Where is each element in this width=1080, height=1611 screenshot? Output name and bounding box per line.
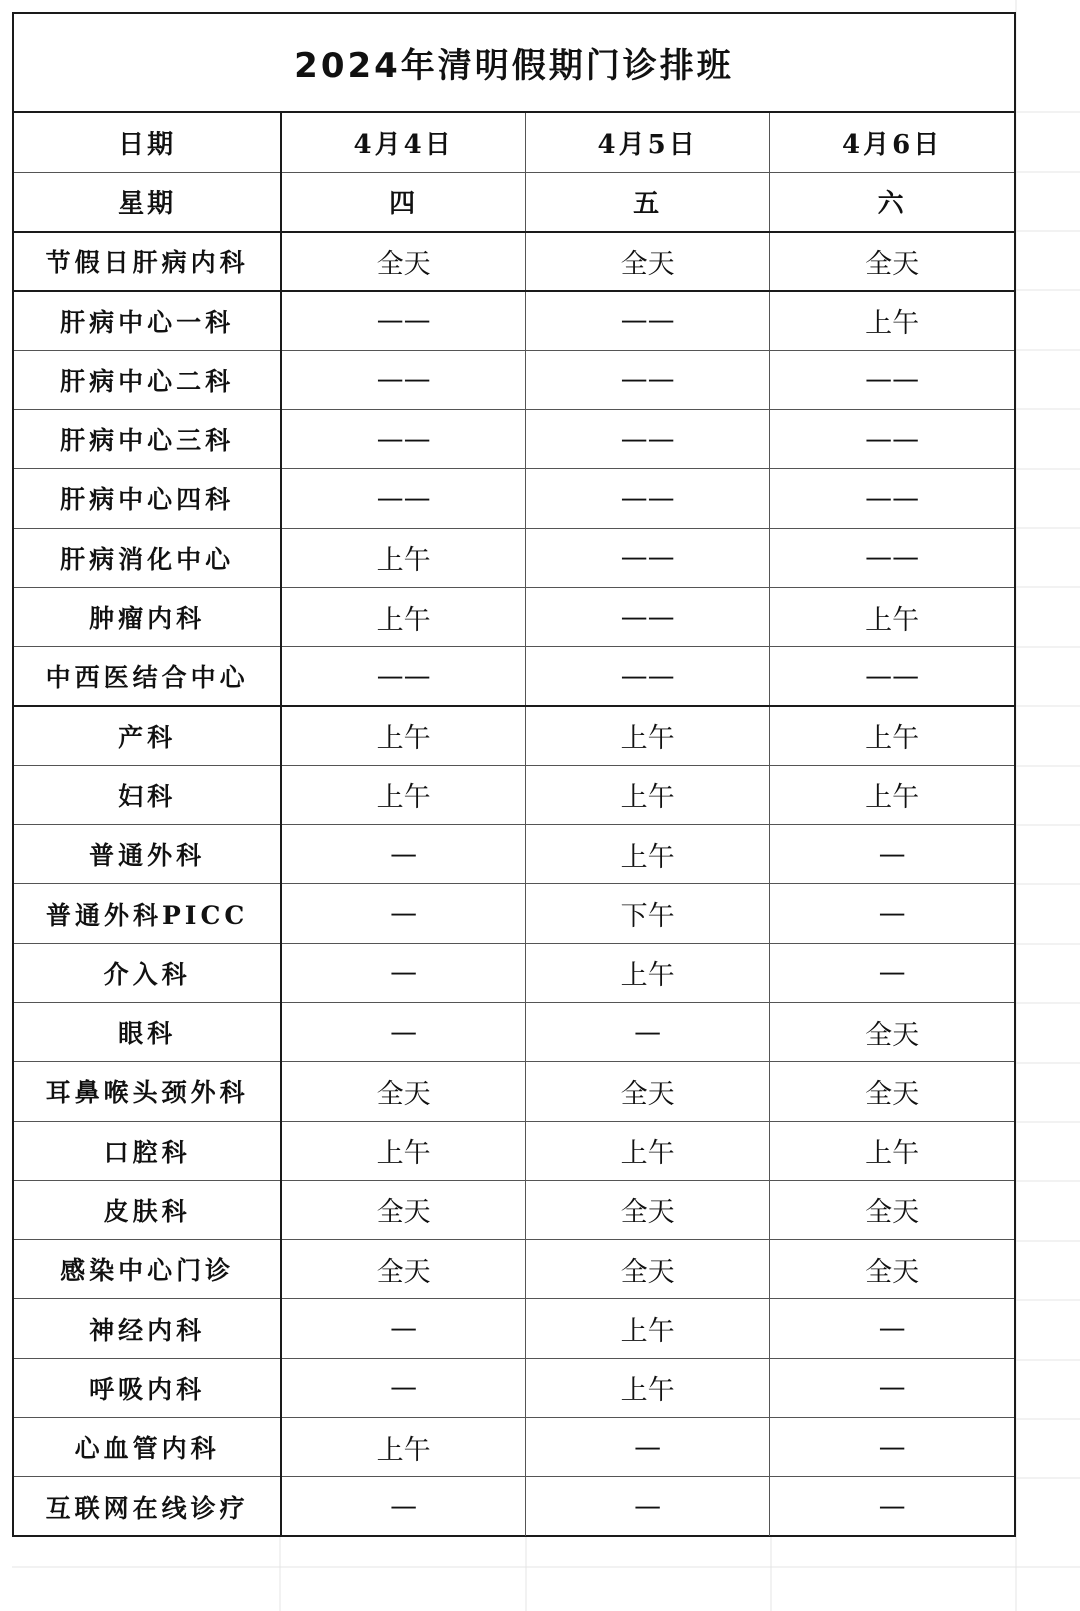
- schedule-cell: 上午: [281, 587, 525, 646]
- schedule-cell: ——: [770, 469, 1014, 528]
- table-row: [14, 1358, 1014, 1417]
- schedule-cell: 上午: [526, 943, 770, 1002]
- schedule-cell: 全天: [770, 1180, 1014, 1239]
- schedule-cell: 全天: [770, 1240, 1014, 1299]
- schedule-cell: 上午: [526, 706, 770, 765]
- schedule-cell: 全天: [526, 1180, 770, 1239]
- page-title: 2024年清明假期门诊排班: [14, 14, 1014, 113]
- department-name: 感染中心门诊: [14, 1240, 281, 1299]
- schedule-cell: 全天: [770, 1002, 1014, 1061]
- weekday-label: 星期: [14, 172, 281, 231]
- table-row: [14, 1062, 1014, 1121]
- table-row: [14, 1121, 1014, 1180]
- date-cell: 4月4日: [281, 113, 525, 172]
- schedule-cell: —: [281, 1358, 525, 1417]
- schedule-cell: 全天: [526, 1062, 770, 1121]
- schedule-cell: —: [281, 884, 525, 943]
- schedule-cell: 上午: [526, 825, 770, 884]
- schedule-cell: 上午: [281, 1121, 525, 1180]
- date-cell: 4月5日: [526, 113, 770, 172]
- schedule-cell: ——: [281, 409, 525, 468]
- table-row: [14, 291, 1014, 350]
- department-name: 肿瘤内科: [14, 587, 281, 646]
- schedule-cell: 上午: [526, 1121, 770, 1180]
- schedule-cell: —: [526, 1418, 770, 1477]
- schedule-cell: 上午: [526, 765, 770, 824]
- schedule-cell: 上午: [281, 765, 525, 824]
- department-name: 肝病中心一科: [14, 291, 281, 350]
- table-row: [14, 1180, 1014, 1239]
- table-row: [14, 350, 1014, 409]
- schedule-cell: 上午: [770, 765, 1014, 824]
- table-row: [14, 1240, 1014, 1299]
- department-name: 肝病消化中心: [14, 528, 281, 587]
- department-name: 普通外科PICC: [14, 884, 281, 943]
- schedule-cell: —: [770, 1477, 1014, 1536]
- department-name: 互联网在线诊疗: [14, 1477, 281, 1536]
- table-row: [14, 1299, 1014, 1358]
- department-name: 皮肤科: [14, 1180, 281, 1239]
- schedule-cell: —: [281, 825, 525, 884]
- department-name: 中西医结合中心: [14, 647, 281, 706]
- schedule-cell: ——: [281, 291, 525, 350]
- schedule-cell: —: [281, 1002, 525, 1061]
- weekday-cell: 四: [281, 172, 525, 231]
- department-name: 肝病中心二科: [14, 350, 281, 409]
- schedule-sheet: [12, 12, 1016, 1537]
- table-row: [14, 1418, 1014, 1477]
- schedule-cell: 上午: [770, 291, 1014, 350]
- schedule-cell: 下午: [526, 884, 770, 943]
- department-name: 眼科: [14, 1002, 281, 1061]
- schedule-cell: 上午: [770, 587, 1014, 646]
- schedule-cell: —: [770, 943, 1014, 1002]
- schedule-cell: ——: [770, 647, 1014, 706]
- schedule-cell: ——: [526, 350, 770, 409]
- schedule-cell: 上午: [281, 1418, 525, 1477]
- schedule-cell: —: [770, 1358, 1014, 1417]
- date-header-row: [14, 113, 1014, 172]
- schedule-cell: ——: [770, 528, 1014, 587]
- department-name: 神经内科: [14, 1299, 281, 1358]
- schedule-cell: ——: [526, 409, 770, 468]
- schedule-cell: —: [770, 1418, 1014, 1477]
- schedule-cell: 全天: [526, 232, 770, 291]
- schedule-cell: ——: [281, 469, 525, 528]
- department-name: 产科: [14, 706, 281, 765]
- date-cell: 4月6日: [770, 113, 1014, 172]
- schedule-cell: 全天: [770, 232, 1014, 291]
- department-name: 妇科: [14, 765, 281, 824]
- schedule-cell: —: [770, 884, 1014, 943]
- table-row: [14, 528, 1014, 587]
- schedule-cell: 全天: [281, 1240, 525, 1299]
- weekday-cell: 六: [770, 172, 1014, 231]
- department-name: 介入科: [14, 943, 281, 1002]
- schedule-cell: 全天: [770, 1062, 1014, 1121]
- schedule-table: [14, 113, 1014, 1536]
- weekday-cell: 五: [526, 172, 770, 231]
- table-row: [14, 409, 1014, 468]
- table-row: [14, 587, 1014, 646]
- table-row: [14, 706, 1014, 765]
- schedule-cell: —: [770, 825, 1014, 884]
- table-row: [14, 884, 1014, 943]
- schedule-cell: 上午: [281, 706, 525, 765]
- schedule-cell: 全天: [281, 1062, 525, 1121]
- schedule-cell: ——: [526, 647, 770, 706]
- schedule-cell: ——: [281, 350, 525, 409]
- date-label: 日期: [14, 113, 281, 172]
- schedule-cell: ——: [526, 291, 770, 350]
- table-row: [14, 469, 1014, 528]
- schedule-cell: ——: [770, 350, 1014, 409]
- schedule-cell: 上午: [281, 528, 525, 587]
- schedule-cell: 上午: [526, 1299, 770, 1358]
- table-row: [14, 1002, 1014, 1061]
- schedule-cell: —: [526, 1477, 770, 1536]
- schedule-cell: ——: [526, 528, 770, 587]
- department-name: 肝病中心四科: [14, 469, 281, 528]
- department-name: 节假日肝病内科: [14, 232, 281, 291]
- schedule-cell: 全天: [281, 1180, 525, 1239]
- table-row: [14, 765, 1014, 824]
- table-row: [14, 232, 1014, 291]
- schedule-cell: 上午: [526, 1358, 770, 1417]
- schedule-cell: —: [281, 943, 525, 1002]
- table-row: [14, 647, 1014, 706]
- schedule-cell: ——: [281, 647, 525, 706]
- table-row: [14, 825, 1014, 884]
- schedule-cell: —: [770, 1299, 1014, 1358]
- weekday-header-row: [14, 172, 1014, 231]
- department-name: 肝病中心三科: [14, 409, 281, 468]
- schedule-cell: ——: [770, 409, 1014, 468]
- schedule-cell: —: [281, 1299, 525, 1358]
- schedule-cell: ——: [526, 469, 770, 528]
- schedule-cell: 全天: [281, 232, 525, 291]
- department-name: 耳鼻喉头颈外科: [14, 1062, 281, 1121]
- schedule-cell: ——: [526, 587, 770, 646]
- schedule-cell: —: [281, 1477, 525, 1536]
- department-name: 心血管内科: [14, 1418, 281, 1477]
- schedule-cell: 全天: [526, 1240, 770, 1299]
- department-name: 口腔科: [14, 1121, 281, 1180]
- schedule-cell: 上午: [770, 1121, 1014, 1180]
- department-name: 普通外科: [14, 825, 281, 884]
- table-row: [14, 1477, 1014, 1536]
- schedule-cell: 上午: [770, 706, 1014, 765]
- schedule-cell: —: [526, 1002, 770, 1061]
- table-row: [14, 943, 1014, 1002]
- department-name: 呼吸内科: [14, 1358, 281, 1417]
